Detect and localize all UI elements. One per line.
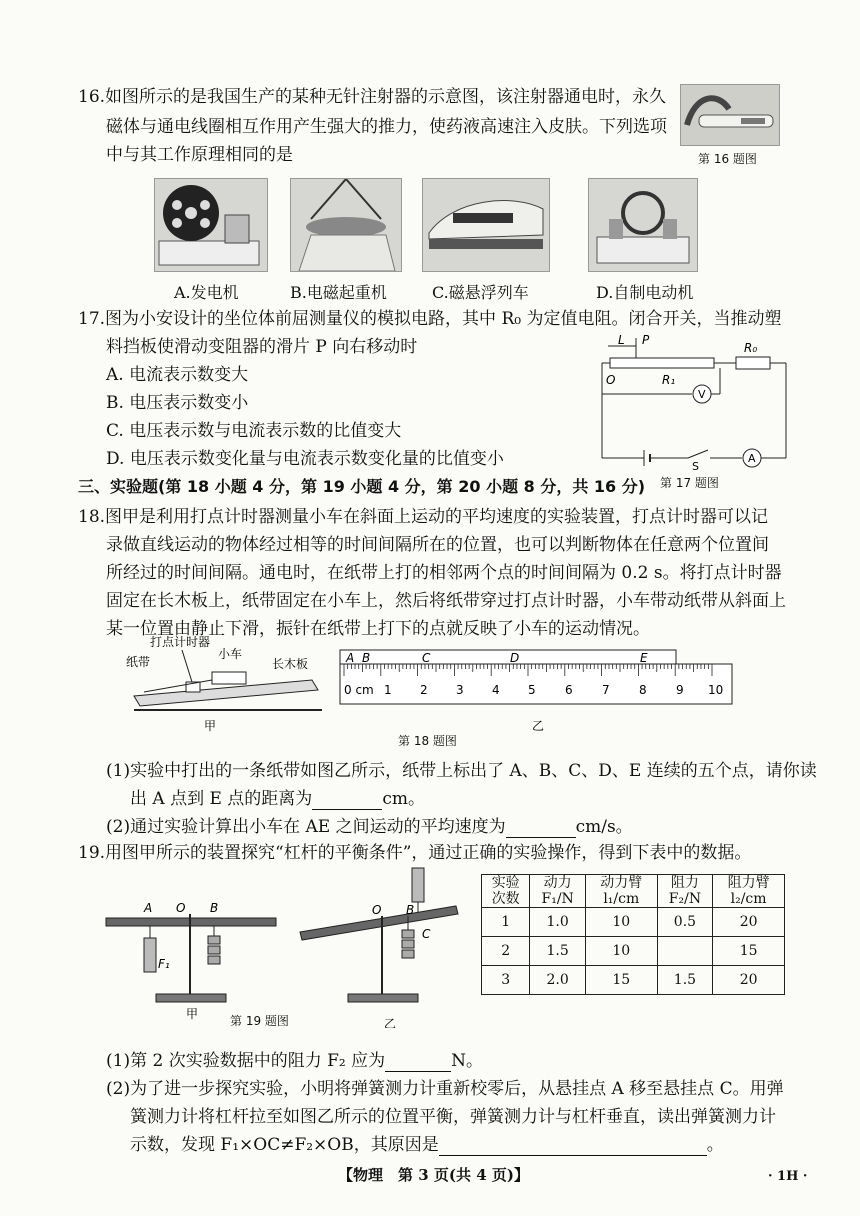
label-tape: 纸带 (126, 655, 151, 669)
label-R0: R₀ (744, 341, 758, 355)
q16-option-c: C.磁悬浮列车 (432, 283, 529, 302)
table-cell: 15 (713, 937, 785, 966)
q19-sub1-line (106, 1050, 483, 1072)
q19-data-table (481, 874, 785, 995)
q16-injector-photo (680, 84, 780, 146)
q16-option-c-photo (422, 178, 550, 272)
label-O: O (606, 373, 616, 387)
q18-figure (122, 636, 742, 744)
label-B: B (210, 901, 219, 915)
q18-fig-caption: 第 18 题图 (398, 734, 457, 748)
point-C: C (422, 651, 431, 665)
q16-option-d: D.自制电动机 (596, 283, 694, 302)
q18-sub1-unit: cm。 (382, 789, 425, 809)
label-F1: F₁ (158, 957, 170, 971)
label-O: O (176, 901, 186, 915)
tick-label-5: 5 (528, 683, 536, 697)
table-cell: 10 (585, 908, 657, 937)
q18-sub1-text: 出 A 点到 E 点的距离为 (130, 789, 313, 809)
q16-option-d-photo (588, 178, 698, 272)
q17-option-c: C. 电压表示数与电流表示数的比值变大 (106, 421, 402, 441)
table-cell: 3 (482, 966, 530, 995)
electromagnetic-crane-icon (291, 179, 401, 271)
tick-label-1: 1 (384, 683, 392, 697)
table-cell: 2 (482, 937, 530, 966)
label-jia: 甲 (186, 1007, 199, 1021)
table-row (482, 966, 785, 995)
maglev-train-icon (423, 179, 549, 271)
q19-sub2-line3 (130, 1134, 724, 1156)
label-B-yi: B (406, 903, 415, 917)
tick-label-10: 10 (708, 683, 724, 697)
table-header-cell: 动力臂 l₁/cm (585, 875, 657, 908)
table-cell: 0.5 (657, 908, 713, 937)
table-row (482, 908, 785, 937)
q18-sub1-line1: (1)实验中打出的一条纸带如图乙所示，纸带上标出了 A、B、C、D、E 连续的五个点，请你读 (106, 761, 817, 781)
tick-label-9: 9 (676, 683, 684, 697)
table-cell: 1 (482, 908, 530, 937)
q17-option-b: B. 电压表示数变小 (106, 393, 249, 413)
q18-stem-line2: 录做直线运动的物体经过相等的时间间隔所在的位置，也可以判断物体在任意两个位置间 (106, 535, 769, 555)
tick-label-7: 7 (602, 683, 610, 697)
table-cell: 20 (713, 966, 785, 995)
table-cell: 20 (713, 908, 785, 937)
label-P: P (642, 333, 650, 347)
point-D: D (510, 651, 520, 665)
table-cell: 1.0 (530, 908, 586, 937)
q19-sub2-line2: 簧测力计将杠杆拉至如图乙所示的位置平衡，弹簧测力计与杠杆垂直，读出弹簧测力计 (130, 1107, 776, 1127)
table-header-cell: 阻力臂 l₂/cm (713, 875, 785, 908)
q17-option-d: D. 电压表示数变化量与电流表示数变化量的比值变小 (106, 449, 504, 469)
q18-answer-blank-2[interactable] (506, 821, 576, 838)
q18-stem-line1: 18.图甲是利用打点计时器测量小车在斜面上运动的平均速度的实验装置，打点计时器可以记 (78, 507, 769, 527)
switch-label: S (692, 460, 699, 470)
q19-stem: 19.用图甲所示的装置探究“杠杆的平衡条件”，通过正确的实验操作，得到下表中的数据。 (78, 843, 752, 863)
label-A: A (144, 901, 153, 915)
table-header-cell: 阻力 F₂/N (657, 875, 713, 908)
page-footer: 【物理 第 3 页(共 4 页)】 (338, 1166, 529, 1184)
point-B: B (362, 651, 371, 665)
q18-stem-line3: 所经过的时间间隔。通电时，在纸带上打的相邻两个点的时间间隔为 0.2 s。将打点计时器 (106, 563, 782, 583)
table-cell: 15 (585, 966, 657, 995)
q16-option-a: A.发电机 (174, 283, 239, 302)
table-cell: 2.0 (530, 966, 586, 995)
tick-label-0: 0 cm (344, 683, 374, 697)
table-cell: 1.5 (657, 966, 713, 995)
tick-label-6: 6 (565, 683, 573, 697)
q19-sub1-unit: N。 (451, 1051, 483, 1071)
q16-stem-line3: 中与其工作原理相同的是 (106, 145, 293, 165)
q17-circuit-diagram (596, 330, 792, 470)
label-timer: 打点计时器 (150, 636, 211, 649)
q19-fig-caption: 第 19 题图 (230, 1014, 289, 1028)
q16-stem-line1: 16.如图所示的是我国生产的某种无针注射器的示意图，该注射器通电时，永久 (78, 87, 667, 107)
table-cell: 10 (585, 937, 657, 966)
tick-label-8: 8 (639, 683, 647, 697)
point-E: E (640, 651, 648, 665)
generator-icon (155, 179, 267, 271)
q18-sub2-line (106, 816, 633, 838)
q19-answer-blank-2[interactable] (439, 1139, 707, 1156)
label-cart: 小车 (218, 647, 243, 661)
injector-icon (681, 85, 779, 145)
q18-sub1-line2 (130, 788, 425, 810)
label-O-yi: O (372, 903, 382, 917)
q16-option-a-photo (154, 178, 268, 272)
label-board: 长木板 (272, 657, 309, 671)
q16-option-b: B.电磁起重机 (290, 283, 387, 302)
table-header-cell: 动力 F₁/N (530, 875, 586, 908)
point-A: A (346, 651, 355, 665)
q18-answer-blank-1[interactable] (312, 793, 382, 810)
q17-stem-line2: 料挡板使滑动变阻器的滑片 P 向右移动时 (106, 337, 418, 357)
table-cell: 1.5 (530, 937, 586, 966)
q18-stem-line5: 某一位置由静止下滑，振针在纸带上打下的点就反映了小车的运动情况。 (106, 619, 650, 639)
q19-sub2-line1: (2)为了进一步探究实验，小明将弹簧测力计重新校零后，从悬挂点 A 移至悬挂点 C。用弹 (106, 1079, 784, 1099)
q19-sub1-text: (1)第 2 次实验数据中的阻力 F₂ 应为 (106, 1051, 386, 1071)
q16-stem-line2: 磁体与通电线圈相互作用产生强大的推力，使药液高速注入皮肤。下列选项 (106, 117, 667, 137)
table-header-cell: 实验 次数 (482, 875, 530, 908)
page-code: · 1H · (768, 1169, 808, 1184)
q18-stem-line4: 固定在长木板上，纸带固定在小车上，然后将纸带穿过打点计时器，小车带动纸带从斜面上 (106, 591, 786, 611)
section-3-heading: 三、实验题(第 18 小题 4 分，第 19 小题 4 分，第 20 小题 8 分，共 16 分) (78, 477, 646, 496)
q18-sub2-unit: cm/s。 (575, 817, 633, 837)
q16-fig-caption: 第 16 题图 (698, 152, 757, 166)
label-R1: R₁ (662, 373, 676, 387)
label-L: L (618, 333, 625, 347)
q19-figure (100, 866, 470, 1028)
q17-option-a: A. 电流表示数变大 (106, 365, 249, 385)
q19-sub2-end: 。 (706, 1135, 724, 1155)
voltmeter-label: V (698, 388, 706, 401)
tick-label-4: 4 (492, 683, 500, 697)
label-yi: 乙 (532, 719, 545, 733)
tick-label-2: 2 (420, 683, 428, 697)
q17-stem-line1: 17.图为小安设计的坐位体前屈测量仪的模拟电路，其中 R₀ 为定值电阻。闭合开关，当推动塑 (78, 309, 782, 329)
q17-fig-caption: 第 17 题图 (660, 476, 719, 490)
label-C-yi: C (422, 927, 431, 941)
q19-answer-blank-1[interactable] (385, 1055, 451, 1072)
ammeter-label: A (748, 452, 756, 465)
q16-option-b-photo (290, 178, 402, 272)
electric-motor-icon (589, 179, 697, 271)
label-jia: 甲 (204, 719, 217, 733)
tick-label-3: 3 (456, 683, 464, 697)
q18-sub2-text: (2)通过实验计算出小车在 AE 之间运动的平均速度为 (106, 817, 506, 837)
table-row (482, 937, 785, 966)
table-header-row (482, 875, 785, 908)
label-yi: 乙 (384, 1017, 397, 1028)
table-cell (657, 937, 713, 966)
q19-sub2-text: 示数，发现 F₁×OC≠F₂×OB，其原因是 (130, 1135, 439, 1155)
